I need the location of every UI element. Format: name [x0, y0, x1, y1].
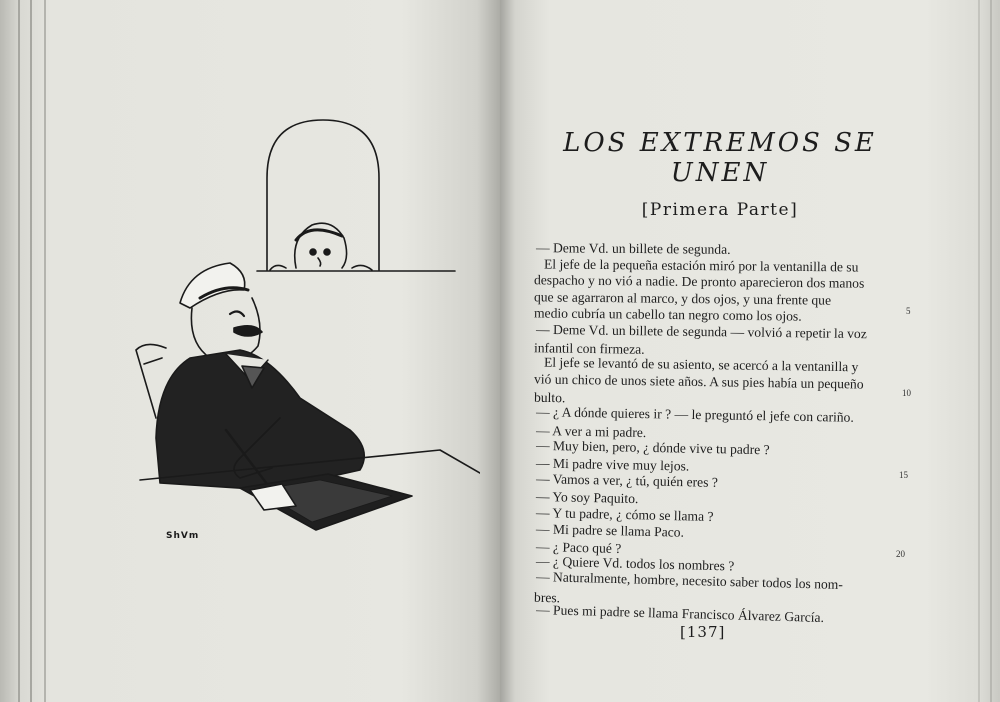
text-line: — A ver a mi padre. [535, 422, 647, 440]
text-line: — Deme Vd. un billete de segunda. [535, 240, 731, 257]
ticket-window-arch [267, 120, 379, 270]
text-line: despacho y no vió a nadie. De pronto aparecieron dos manos [533, 272, 865, 291]
text-line: — ¿ Quiere Vd. todos los nombres ? [535, 553, 735, 574]
line-number: 10 [902, 388, 911, 398]
text-line: infantil con firmeza. [533, 339, 645, 357]
cap [180, 263, 245, 308]
text-line: vió un chico de unos siete años. A sus pies había un pequeño [533, 371, 864, 392]
text-line: medio cubría un cabello tan negro como los ojos. [533, 305, 802, 325]
chapter-title-line-2: UNEN [670, 158, 770, 188]
text-line: — Naturalmente, hombre, necesito saber todos los nom- [535, 568, 844, 593]
illustration-station-master [130, 118, 480, 543]
text-line: — Deme Vd. un billete de segunda — volvió a repetir la voz [535, 321, 867, 342]
text-line: El jefe de la pequeña estación miró por la ventanilla de su [543, 256, 859, 275]
line-number: 5 [906, 306, 911, 316]
text-line: — Pues mi padre se llama Francisco Álvarez García. [535, 602, 825, 626]
text-line: — ¿ Paco qué ? [535, 538, 622, 556]
page-edge [18, 0, 20, 702]
text-line: El jefe se levantó de su asiento, se acercó a la ventanilla y [543, 354, 859, 375]
text-line: que se agarraron al marco, y dos ojos, y una frente que [533, 289, 832, 308]
page-edge [30, 0, 32, 702]
text-line: bulto. [533, 390, 566, 406]
text-line: — Mi padre se llama Paco. [535, 521, 685, 540]
line-number: 20 [896, 549, 905, 559]
text-line: — Mi padre vive muy lejos. [535, 455, 690, 474]
child-hands [270, 265, 372, 270]
line-number: 15 [899, 470, 908, 480]
page-edge [44, 0, 46, 702]
text-line: bres. [533, 589, 561, 605]
text-line: — Yo soy Paquito. [535, 488, 639, 507]
page-number: [137] [680, 623, 726, 641]
page-edge [978, 0, 980, 702]
text-line: — Y tu padre, ¿ cómo se llama ? [535, 504, 714, 524]
chapter-subtitle: [Primera Parte] [641, 200, 799, 220]
text-line: — Muy bien, pero, ¿ dónde vive tu padre ? [535, 437, 770, 458]
page-edge [990, 0, 992, 702]
text-line: — ¿ A dónde quieres ir ? — le preguntó el jefe con cariño. [535, 404, 854, 425]
illustrator-signature: ShVm [166, 531, 200, 541]
text-line: — Vamos a ver, ¿ tú, quién eres ? [535, 471, 719, 491]
chapter-title-line-1: LOS EXTREMOS SE [563, 128, 877, 158]
